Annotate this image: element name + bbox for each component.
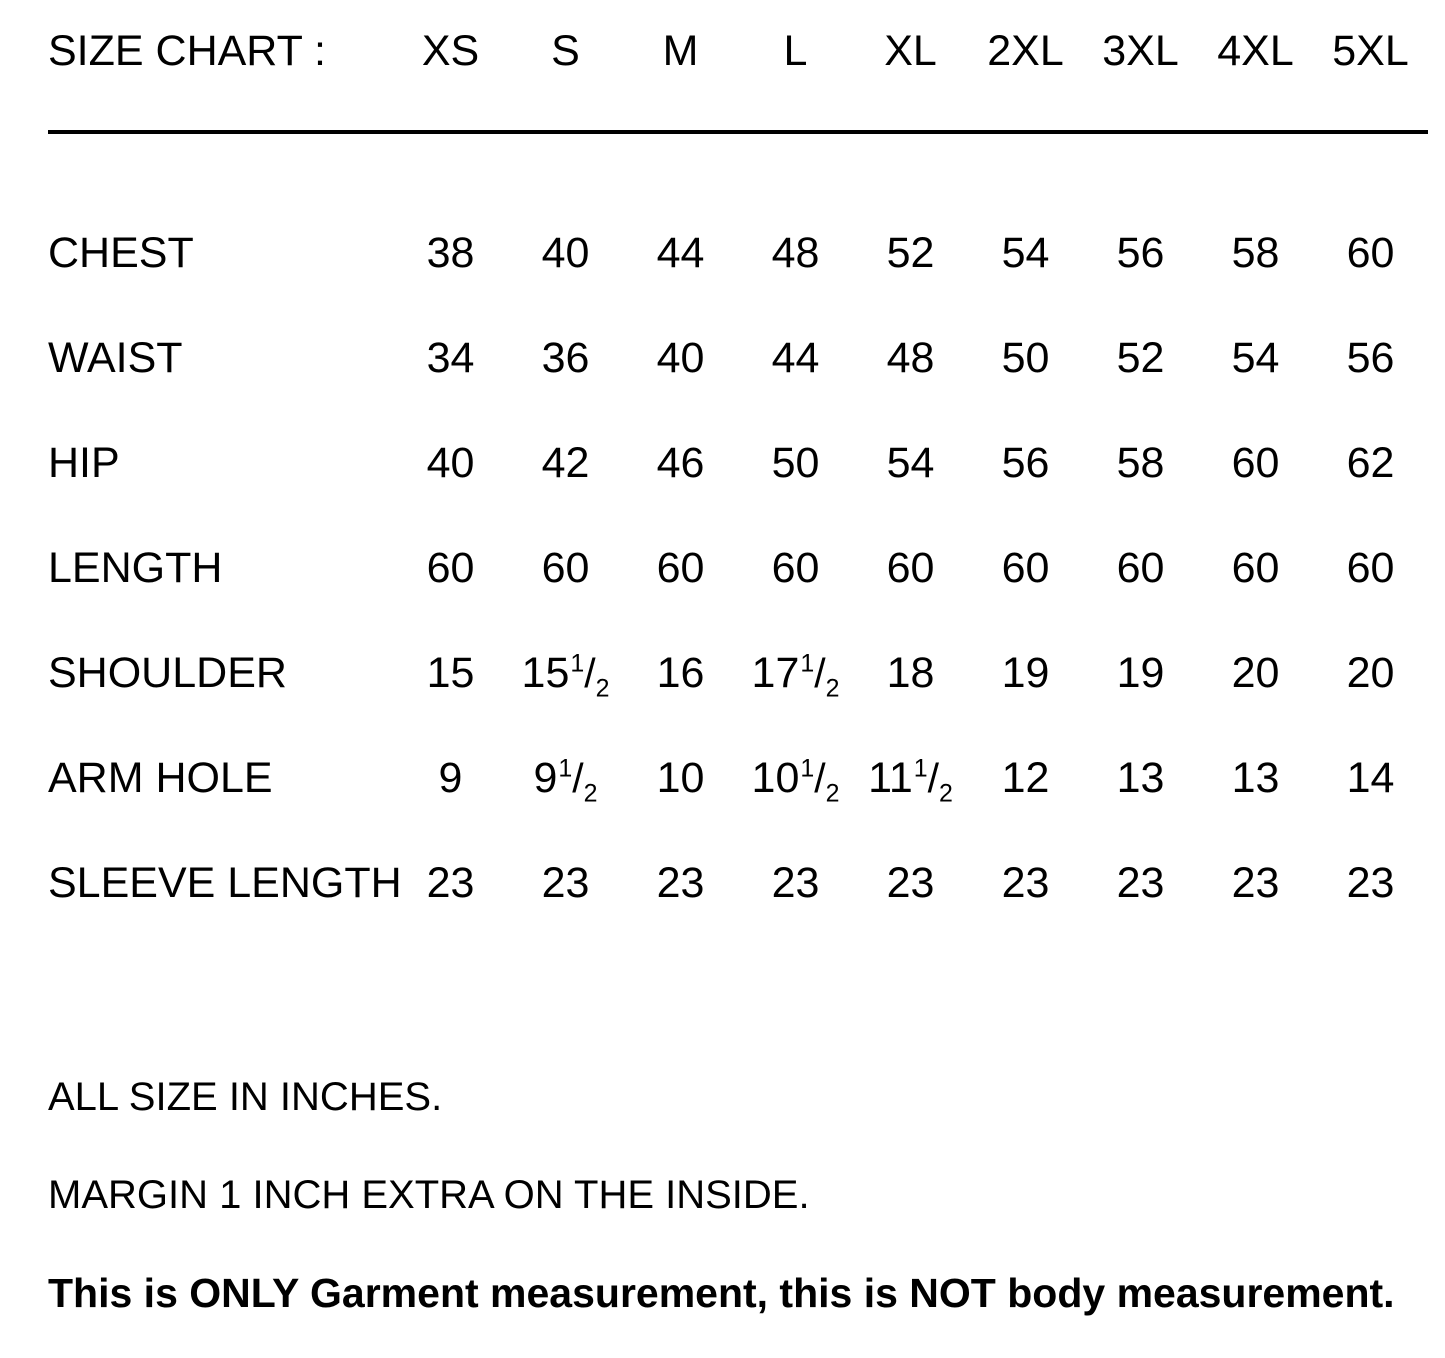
header-spacer	[48, 136, 1428, 232]
cell-shoulder-xl: 18	[886, 649, 935, 697]
cell-shoulder-s: $15^1/_2$	[521, 649, 610, 703]
cell-arm-hole-xl: $11^1/_2$	[868, 754, 953, 808]
size-header-s: S	[551, 27, 580, 75]
header-spacer-row	[48, 136, 1428, 232]
cell-arm-hole-s: $9^1/_2$	[533, 754, 598, 808]
cell-sleeve-length-l: 23	[771, 859, 820, 907]
cell-shoulder-2xl: 19	[1001, 649, 1050, 697]
size-header-l: L	[783, 27, 808, 75]
cell-hip-m: 46	[656, 439, 705, 487]
cell-arm-hole-4xl: 13	[1231, 754, 1280, 802]
cell-length-m: 60	[656, 544, 705, 592]
cell-chest-4xl: 58	[1231, 229, 1280, 277]
cell-chest-2xl: 54	[1001, 229, 1050, 277]
cell-chest-s: 40	[541, 229, 590, 277]
cell-arm-hole-m: 10	[656, 754, 705, 802]
cell-arm-hole-5xl: 14	[1346, 754, 1395, 802]
size-header-5xl: 5XL	[1332, 27, 1409, 75]
cell-sleeve-length-4xl: 23	[1231, 859, 1280, 907]
size-chart-table	[48, 27, 1428, 967]
cell-arm-hole-3xl: 13	[1116, 754, 1165, 802]
cell-length-s: 60	[541, 544, 590, 592]
cell-chest-5xl: 60	[1346, 229, 1395, 277]
size-header-3xl: 3XL	[1102, 27, 1179, 75]
cell-hip-l: 50	[771, 439, 820, 487]
cell-length-xl: 60	[886, 544, 935, 592]
cell-sleeve-length-2xl: 23	[1001, 859, 1050, 907]
size-header-4xl: 4XL	[1217, 27, 1294, 75]
cell-chest-3xl: 56	[1116, 229, 1165, 277]
header-divider-row	[48, 126, 1428, 136]
cell-shoulder-xs: 15	[426, 649, 475, 697]
header-divider	[48, 126, 1428, 136]
note-disclaimer: This is ONLY Garment measurement, this is NOT body measurement.	[48, 1270, 1395, 1316]
cell-shoulder-5xl: 20	[1346, 649, 1395, 697]
cell-waist-m: 40	[656, 334, 705, 382]
cell-waist-xl: 48	[886, 334, 935, 382]
cell-hip-5xl: 62	[1346, 439, 1395, 487]
cell-shoulder-l: $17^1/_2$	[751, 649, 840, 703]
table-row	[48, 757, 1428, 862]
cell-shoulder-3xl: 19	[1116, 649, 1165, 697]
cell-shoulder-4xl: 20	[1231, 649, 1280, 697]
cell-chest-xs: 38	[426, 229, 475, 277]
size-header-2xl: 2XL	[987, 27, 1064, 75]
note-units: ALL SIZE IN INCHES.	[48, 1075, 443, 1119]
cell-hip-3xl: 58	[1116, 439, 1165, 487]
cell-sleeve-length-5xl: 23	[1346, 859, 1395, 907]
cell-arm-hole-l: $10^1/_2$	[751, 754, 840, 808]
table-body	[48, 229, 1428, 967]
table-row	[48, 442, 1428, 547]
cell-hip-s: 42	[541, 439, 590, 487]
cell-sleeve-length-3xl: 23	[1116, 859, 1165, 907]
cell-hip-4xl: 60	[1231, 439, 1280, 487]
cell-sleeve-length-m: 23	[656, 859, 705, 907]
cell-waist-l: 44	[771, 334, 820, 382]
cell-waist-3xl: 52	[1116, 334, 1165, 382]
cell-arm-hole-xs: 9	[438, 754, 463, 802]
cell-length-3xl: 60	[1116, 544, 1165, 592]
cell-sleeve-length-xl: 23	[886, 859, 935, 907]
size-header-xl: XL	[884, 27, 937, 75]
cell-chest-m: 44	[656, 229, 705, 277]
table-row	[48, 232, 1428, 337]
cell-length-l: 60	[771, 544, 820, 592]
note-margin: MARGIN 1 INCH EXTRA ON THE INSIDE.	[48, 1173, 810, 1217]
cell-hip-xl: 54	[886, 439, 935, 487]
cell-hip-xs: 40	[426, 439, 475, 487]
table-header-row	[48, 30, 1428, 126]
row-label-arm-hole: ARM HOLE	[48, 754, 273, 802]
cell-length-5xl: 60	[1346, 544, 1395, 592]
cell-waist-5xl: 56	[1346, 334, 1395, 382]
cell-sleeve-length-xs: 23	[426, 859, 475, 907]
chart-title: SIZE CHART :	[48, 27, 326, 75]
size-header-m: M	[662, 27, 699, 75]
cell-length-2xl: 60	[1001, 544, 1050, 592]
cell-waist-xs: 34	[426, 334, 475, 382]
notes-section	[48, 1077, 1405, 1314]
table-row	[48, 652, 1428, 757]
row-label-shoulder: SHOULDER	[48, 649, 287, 697]
cell-chest-xl: 52	[886, 229, 935, 277]
cell-waist-4xl: 54	[1231, 334, 1280, 382]
row-label-length: LENGTH	[48, 544, 223, 592]
size-header-xs: XS	[421, 27, 480, 75]
table-row	[48, 337, 1428, 442]
cell-shoulder-m: 16	[656, 649, 705, 697]
cell-arm-hole-2xl: 12	[1001, 754, 1050, 802]
cell-chest-l: 48	[771, 229, 820, 277]
table-row	[48, 862, 1428, 967]
cell-waist-s: 36	[541, 334, 590, 382]
cell-length-4xl: 60	[1231, 544, 1280, 592]
cell-hip-2xl: 56	[1001, 439, 1050, 487]
row-label-sleeve-length: SLEEVE LENGTH	[48, 859, 402, 907]
row-label-waist: WAIST	[48, 334, 183, 382]
cell-length-xs: 60	[426, 544, 475, 592]
table-row	[48, 547, 1428, 652]
cell-waist-2xl: 50	[1001, 334, 1050, 382]
row-label-chest: CHEST	[48, 229, 194, 277]
cell-sleeve-length-s: 23	[541, 859, 590, 907]
row-label-hip: HIP	[48, 439, 120, 487]
